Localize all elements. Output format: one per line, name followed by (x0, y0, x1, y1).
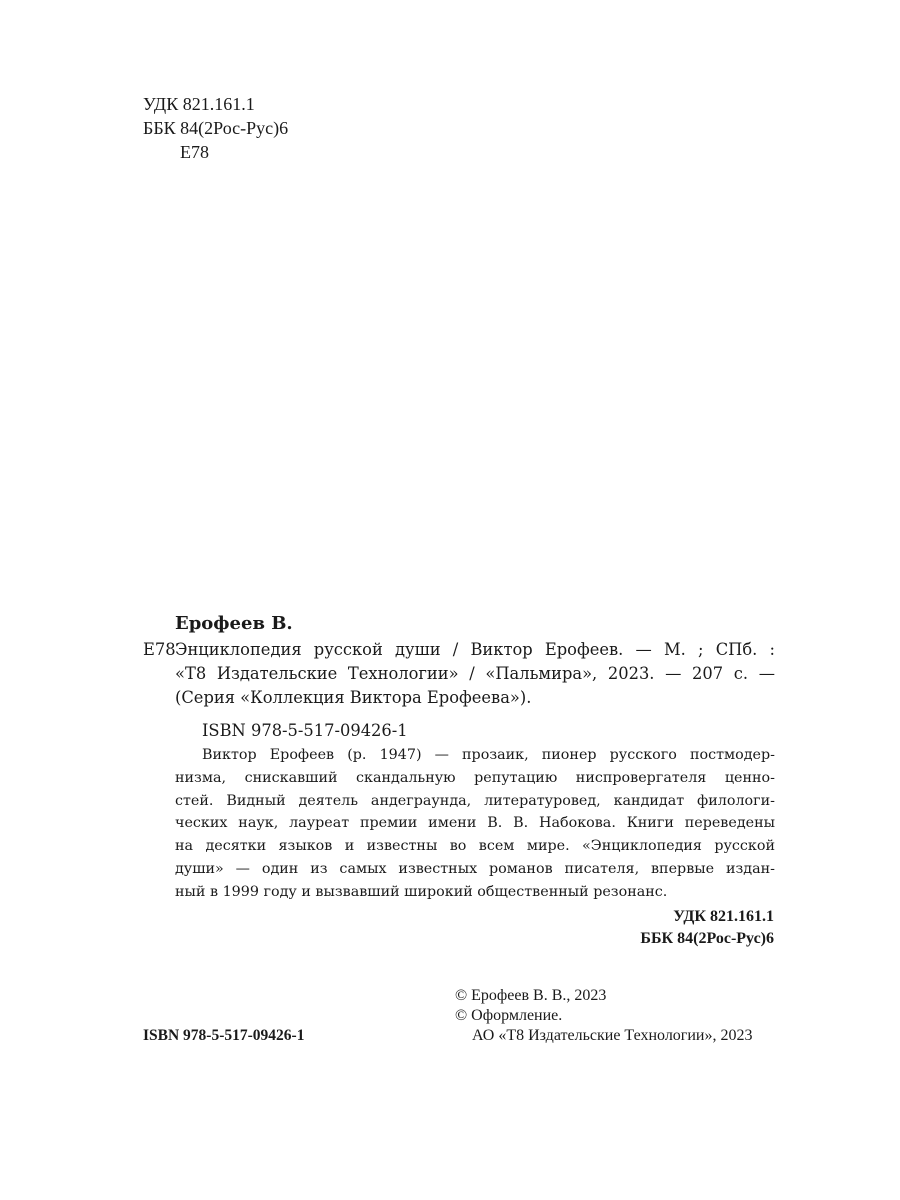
record-line: «Т8 Издательские Технологии» / «Пальмира», 2023. — 207 с. — (175, 664, 775, 683)
record-line: (Серия «Коллекция Виктора Ерофеева»). (175, 688, 532, 707)
record-isbn: ISBN 978-5-517-09426-1 (202, 721, 408, 740)
bbk-code-bottom: ББК 84(2Рос-Рус)6 (640, 930, 774, 947)
bbk-code-top: ББК 84(2Рос-Рус)6 (143, 118, 289, 138)
annotation-line: Виктор Ерофеев (р. 1947) — прозаик, пионер русского постмодер- (202, 747, 775, 763)
udk-code-bottom: УДК 821.161.1 (673, 908, 774, 925)
record-body (175, 638, 775, 743)
record-line: Энциклопедия русской души / Виктор Ерофеев. — М. ; СПб. : (175, 640, 775, 659)
annotation-line: ческих наук, лауреат премии имени В. В. Набокова. Книги переведены (175, 815, 775, 832)
copyright-author: © Ерофеев В. В., 2023 (455, 987, 607, 1004)
copyright-publisher: АО «Т8 Издательские Технологии», 2023 (472, 1027, 753, 1044)
record-author: Ерофеев В. (175, 613, 293, 634)
udk-code-top: УДК 821.161.1 (143, 94, 255, 114)
author-mark-top: Е78 (180, 142, 209, 162)
record-author-mark: Е78 (143, 640, 176, 659)
annotation-line: на десятки языков и известны во всем мире. «Энциклопедия русской (175, 838, 775, 855)
top-classification-codes (143, 92, 288, 164)
annotation-line: ный в 1999 году и вызвавший широкий общественный резонанс. (175, 883, 668, 900)
annotation-line: низма, снискавший скандальную репутацию ниспровергателя ценно- (175, 769, 775, 786)
annotation-line: души» — один из самых известных романов писателя, впервые издан- (175, 860, 775, 877)
annotation (175, 744, 775, 904)
copyright-design: © Оформление. (455, 1007, 563, 1024)
bottom-isbn: ISBN 978-5-517-09426-1 (143, 1027, 305, 1044)
copyright-block (455, 986, 753, 1046)
annotation-line: стей. Видный деятель андеграунда, литературовед, кандидат филологи- (175, 792, 775, 809)
bottom-classification-codes (640, 906, 774, 950)
